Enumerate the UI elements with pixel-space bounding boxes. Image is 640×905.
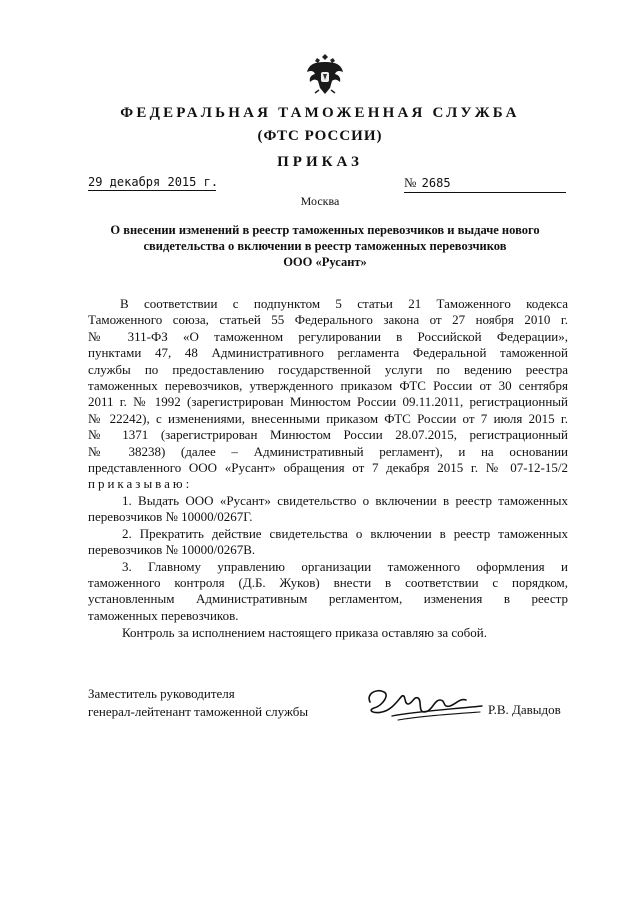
number-label: №: [404, 175, 417, 190]
item-2-line: перевозчиков № 10000/0267В.: [88, 542, 256, 558]
item-3-line: 3. Главному управлению организации таможенного оформления и: [122, 558, 568, 574]
handwritten-signature-icon: [362, 682, 488, 722]
body-line: представленного ООО «Русант» обращения от 7 декабря 2015 г. № 07-12-15/2: [88, 460, 568, 476]
document-type: ПРИКАЗ: [277, 154, 363, 170]
title-line: ООО «Русант»: [283, 255, 367, 269]
body-line: таможенных перевозчиков, утвержденного приказом ФТС России от 30 сентября: [88, 378, 568, 394]
item-1-line: перевозчиков № 10000/0267Г.: [88, 509, 253, 525]
item-2-line: 2. Прекратить действие свидетельства о включении в реестр таможенных: [122, 525, 568, 541]
order-number: 2685: [421, 176, 451, 190]
control-clause: Контроль за исполнением настоящего приказа оставляю за собой.: [122, 625, 487, 640]
body-line: 2011 г. № 1992 (зарегистрирован Минюстом России 09.11.2011, регистрационный: [88, 394, 568, 410]
order-word: приказываю:: [88, 476, 193, 492]
signer-rank: генерал-лейтенант таможенной службы: [88, 704, 309, 719]
body-line: № 1371 (зарегистрирован Минюстом России 28.07.2015, регистрационный: [88, 427, 568, 443]
org-name: ФЕДЕРАЛЬНАЯ ТАМОЖЕННАЯ СЛУЖБА: [120, 105, 520, 121]
item-1-line: 1. Выдать ООО «Русант» свидетельство о включении в реестр таможенных: [122, 492, 568, 508]
city: Москва: [300, 194, 340, 208]
item-3-line: таможенного контроля (Д.Б. Жуков) внести в соответствии с порядком,: [88, 574, 568, 590]
title-line: свидетельства о включении в реестр таможенных перевозчиков: [143, 239, 507, 253]
body-line: № 22242), с изменениями, внесенными приказом ФТС России от 7 июля 2015 г.: [88, 410, 568, 426]
item-3-line: установленным Административным регламентом, изменения в реестр: [88, 591, 568, 607]
org-abbreviation: (ФТС РОССИИ): [257, 128, 383, 144]
signer-name: Р.В. Давыдов: [488, 702, 561, 717]
signer-position: Заместитель руководителя: [88, 686, 235, 701]
body-line: службы по предоставлению государственной услуги по ведению реестра: [88, 361, 568, 377]
coat-of-arms-icon: [305, 50, 345, 96]
order-title: [80, 222, 570, 270]
body-line: № 38238) (далее – Административный регламент), и на основании: [88, 443, 568, 459]
body-line: № 311-ФЗ «О таможенном регулировании в Российской Федерации»,: [88, 328, 568, 344]
body-line: пунктами 47, 48 Административного регламента Федеральной таможенной: [88, 345, 568, 361]
body-line: Таможенного союза, статьей 55 Федерального закона от 27 ноября 2010 г.: [88, 312, 568, 328]
order-number-field: [404, 175, 566, 193]
title-line: О внесении изменений в реестр таможенных перевозчиков и выдаче нового: [110, 223, 540, 237]
item-3-line: таможенных перевозчиков.: [88, 607, 239, 623]
order-date: 29 декабря 2015 г.: [88, 175, 219, 189]
order-body: [88, 296, 568, 624]
body-line: В соответствии с подпунктом 5 статьи 21 Таможенного кодекса: [120, 296, 568, 311]
